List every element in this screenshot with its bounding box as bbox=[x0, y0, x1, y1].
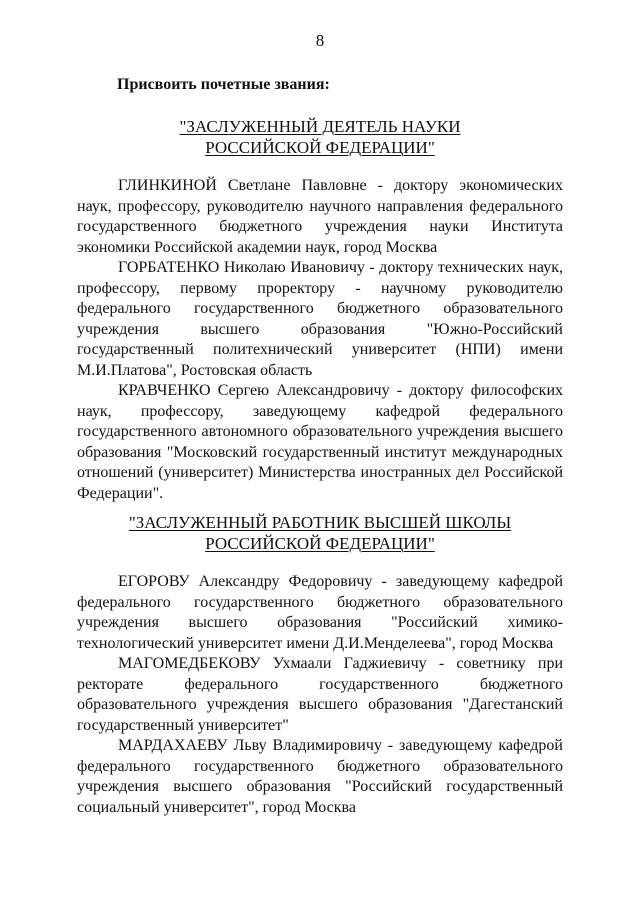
award-entry: ГЛИНКИНОЙ Светлане Павловне - доктору экономических наук, профессору, руководителю научного направления федерального государственного бюджетного учреждения науки Института экономики Российской академии наук, город Москва bbox=[77, 177, 563, 256]
award-entry: МАРДАХАЕВУ Льву Владимировичу - заведующему кафедрой федерального государственного бюджетного образовательного учреждения высшего образования "Российский государственный социальный университет", город Москва bbox=[77, 737, 563, 816]
section-title-honored-higher-school-worker bbox=[0, 512, 640, 554]
section-title-line: "ЗАСЛУЖЕННЫЙ ДЕЯТЕЛЬ НАУКИ bbox=[179, 117, 461, 136]
award-entry: КРАВЧЕНКО Сергею Александровичу - доктору философских наук, профессору, заведующему кафедрой федерального государственного автономного образовательного учреждения высшего образования "Московский государственный институт международных отношений (университет) Министерства иностранных дел Российской Федерации". bbox=[77, 382, 563, 502]
section-title-line: РОССИЙСКОЙ ФЕДЕРАЦИИ" bbox=[205, 534, 435, 553]
award-list-honored-higher-school-worker bbox=[77, 572, 563, 818]
award-entry: ГОРБАТЕНКО Николаю Ивановичу - доктору технических наук, профессору, первому проректору - научному руководителю федерального государственного бюджетного образовательного учреждения высшего образования "Южно-Российский государственный политехнический университет (НПИ) имени М.И.Платова", Ростовская область bbox=[77, 259, 563, 379]
section-title-line: РОССИЙСКОЙ ФЕДЕРАЦИИ" bbox=[205, 138, 435, 157]
award-entry: МАГОМЕДБЕКОВУ Ухмаали Гаджиевичу - советнику при ректорате федерального государственного бюджетного образовательного учреждения высшего образования "Дагестанский государственный университет" bbox=[77, 655, 563, 734]
section-title-honored-scientist bbox=[0, 116, 640, 158]
award-list-honored-scientist bbox=[77, 176, 563, 504]
intro-heading: Присвоить почетные звания: bbox=[117, 76, 330, 93]
section-title-line: "ЗАСЛУЖЕННЫЙ РАБОТНИК ВЫСШЕЙ ШКОЛЫ bbox=[128, 513, 512, 532]
award-entry: ЕГОРОВУ Александру Федоровичу - заведующему кафедрой федерального государственного бюджетного образовательного учреждения высшего образования "Российский химико-технологический университет имени Д.И.Менделеева", город Москва bbox=[77, 573, 563, 652]
page-number: 8 bbox=[315, 31, 325, 50]
